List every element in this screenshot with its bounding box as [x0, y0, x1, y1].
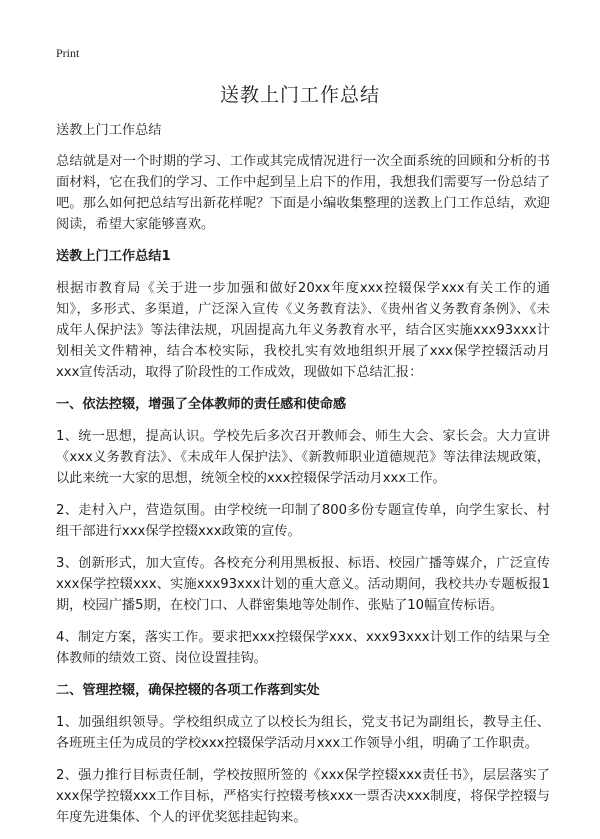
page-title: 送教上门工作总结	[219, 84, 380, 106]
list-item: 3、创新形式，加大宣传。各校充分利用黑板报、标语、校园广播等媒介，广泛宣传xxx保学控辍xxx、实施xxx93xxx计划的重大意义。活动期间，我校共办专题板报1期，校园广播5期，在校门口、人群密集地等处制作、张贴了10幅宣传标语。	[56, 556, 550, 613]
list-item: 1、加强组织领导。学校组织成立了以校长为组长，党支书记为副组长，教导主任、各班班主任为成员的学校xxx控辍保学活动月xxx工作领导小组，明确了工作职责。	[56, 715, 550, 751]
section-heading-2: 二、管理控辍，确保控辍的各项工作落到实处	[56, 683, 320, 698]
list-item: 4、制定方案，落实工作。要求把xxx控辍保学xxx、xxx93xxx计划工作的结果与全体教师的绩效工资、岗位设置挂钩。	[56, 630, 550, 666]
intro-paragraph: 总结就是对一个时期的学习、工作或其完成情况进行一次全面系统的回顾和分析的书面材料，它在我们的学习、工作中起到呈上启下的作用，我想我们需要写一份总结了吧。那么如何把总结写出新花样呢？下面是小编收集整理的送教上门工作总结，欢迎阅读，希望大家能够喜欢。	[56, 154, 550, 232]
summary-heading: 送教上门工作总结1	[56, 249, 171, 264]
article-subtitle: 送教上门工作总结	[56, 123, 162, 138]
list-item: 1、统一思想，提高认识。学校先后多次召开教师会、师生大会、家长会。大力宣讲《xxx义务教育法》、《未成年人保护法》、《新教师职业道德规范》等法律法规政策，以此来统一大家的思想，统领全校的xxx控辍保学活动月xxx工作。	[56, 429, 550, 486]
section-heading-1: 一、依法控辍，增强了全体教师的责任感和使命感	[56, 397, 347, 412]
paragraph: 根据市教育局《关于进一步加强和做好20xx年度xxx控辍保学xxx有关工作的通知》，多形式、多渠道，广泛深入宣传《义务教育法》、《贵州省义务教育条例》、《未成年人保护法》等法律法规，巩固提高九年义务教育水平，结合区实施xxx93xxx计划相关文件精神，结合本校实际，我校扎实有效地组织开展了xxx保学控辍活动月xxx宣传活动，取得了阶段性的工作成效，现做如下总结汇报：	[56, 281, 550, 380]
print-link[interactable]: Print	[56, 46, 80, 60]
list-item: 2、强力推行目标责任制，学校按照所签的《xxx保学控辍xxx责任书》，层层落实了xxx保学控辍xxx工作目标，严格实行控辍考核xxx一票否决xxx制度，将保学控辍与年度先进集体、个人的评优奖惩挂起钩来。	[56, 768, 550, 825]
article-body	[56, 120, 550, 839]
list-item: 2、走村入户，营造氛围。由学校统一印制了800多份专题宣传单，向学生家长、村组干部进行xxx保学控辍xxx政策的宣传。	[56, 503, 550, 539]
